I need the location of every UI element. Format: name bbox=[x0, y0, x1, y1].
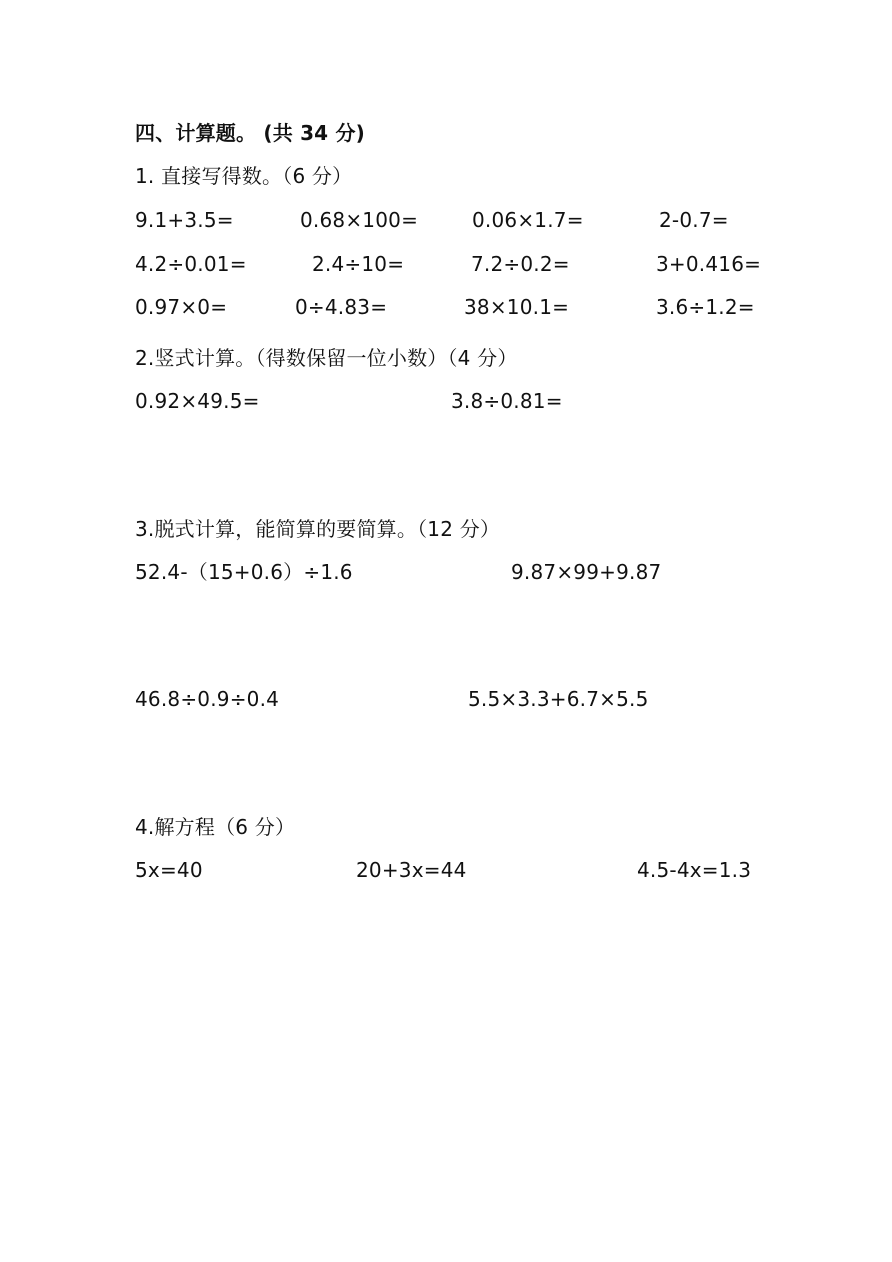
q1-item: 0.06×1.7= bbox=[472, 208, 584, 232]
q1-item: 7.2÷0.2= bbox=[471, 252, 570, 276]
q1-item: 4.2÷0.01= bbox=[135, 252, 247, 276]
q1-item: 0÷4.83= bbox=[295, 295, 388, 319]
q3-item: 5.5×3.3+6.7×5.5 bbox=[468, 687, 649, 711]
q3-item: 9.87×99+9.87 bbox=[511, 560, 662, 584]
q4-item: 5x=40 bbox=[135, 858, 203, 882]
q4-item: 20+3x=44 bbox=[356, 858, 467, 882]
q1-item: 3.6÷1.2= bbox=[656, 295, 755, 319]
q2-heading: 2.竖式计算。（得数保留一位小数）（4 分） bbox=[135, 346, 518, 370]
q4-heading: 4.解方程（6 分） bbox=[135, 815, 296, 839]
q2-item: 3.8÷0.81= bbox=[451, 389, 563, 413]
q1-item: 2-0.7= bbox=[659, 208, 729, 232]
q1-item: 3+0.416= bbox=[656, 252, 762, 276]
q4-item: 4.5-4x=1.3 bbox=[637, 858, 752, 882]
q1-item: 0.97×0= bbox=[135, 295, 228, 319]
section-title: 四、计算题。 (共 34 分) bbox=[135, 121, 366, 145]
q1-item: 38×10.1= bbox=[464, 295, 570, 319]
q2-item: 0.92×49.5= bbox=[135, 389, 260, 413]
q1-item: 2.4÷10= bbox=[312, 252, 405, 276]
q1-item: 0.68×100= bbox=[300, 208, 419, 232]
q3-item: 46.8÷0.9÷0.4 bbox=[135, 687, 280, 711]
q3-heading: 3.脱式计算，能简算的要简算。（12 分） bbox=[135, 517, 501, 541]
q1-item: 9.1+3.5= bbox=[135, 208, 234, 232]
q1-heading: 1. 直接写得数。（6 分） bbox=[135, 164, 353, 188]
q3-item: 52.4-（15+0.6）÷1.6 bbox=[135, 560, 353, 584]
